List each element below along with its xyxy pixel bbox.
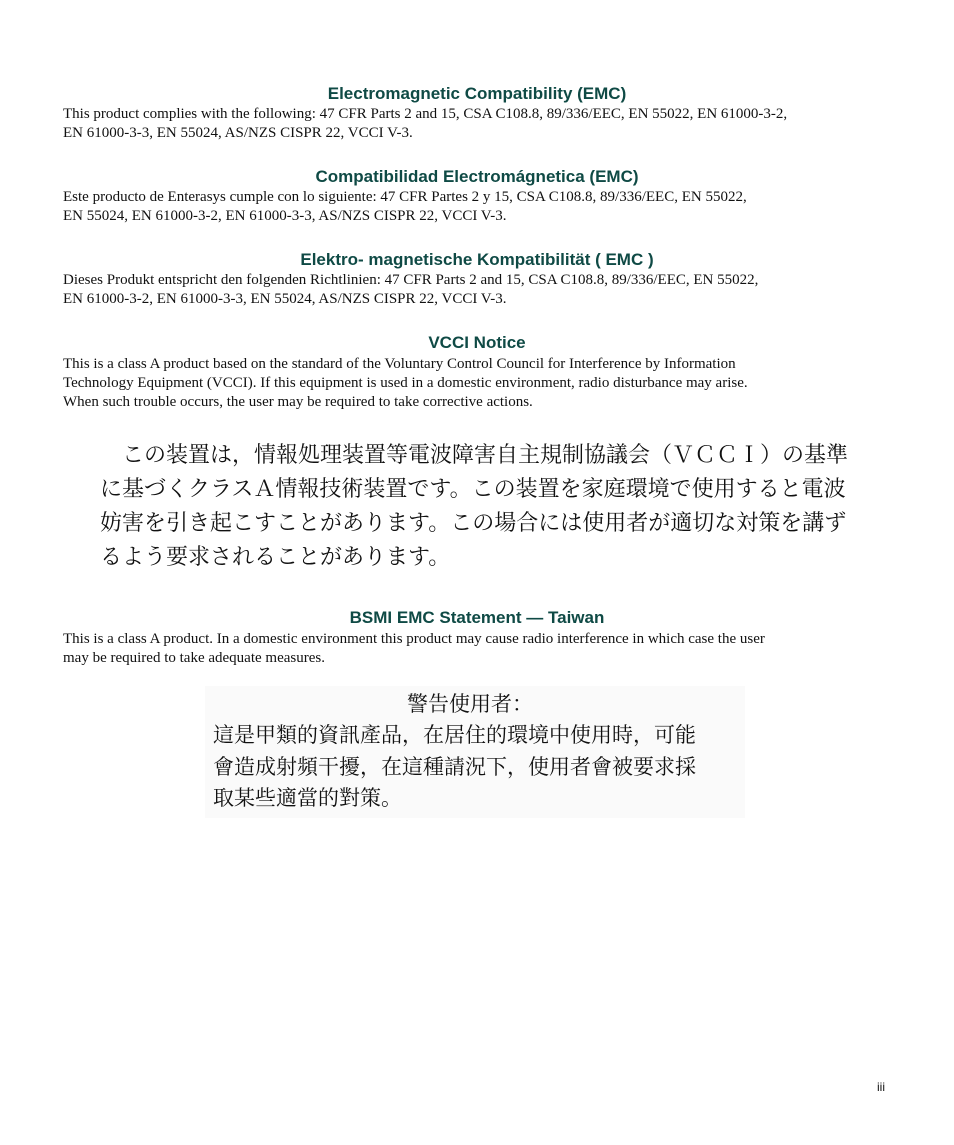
emc-heading: Electromagnetic Compatibility (EMC): [327, 84, 627, 103]
emc-german-line-1: Dieses Produkt entspricht den folgenden Richtlinien: 47 CFR Parts 2 and 15, CSA C108.8, 89/336/EEC, EN 55022,: [63, 272, 759, 288]
vcci-japanese-line-1: この装置は，情報処理装置等電波障害自主規制協議会（ＶＣＣＩ）の基準: [100, 443, 849, 468]
emc-german-paragraph: [63, 271, 903, 309]
bsmi-chinese-title: 警告使用者：: [407, 692, 533, 716]
emc-line-2: EN 61000-3-3, EN 55024, AS/NZS CISPR 22, VCCI V-3.: [63, 125, 413, 141]
bsmi-line-1: This is a class A product. In a domestic environment this product may cause radio interference in which case the user: [63, 631, 765, 647]
emc-german-line-2: EN 61000-3-2, EN 61000-3-3, EN 55024, AS/NZS CISPR 22, VCCI V-3.: [63, 291, 507, 307]
vcci-line-1: This is a class A product based on the standard of the Voluntary Control Council for Interference by Information: [63, 356, 736, 372]
emc-line-1: This product complies with the following: 47 CFR Parts 2 and 15, CSA C108.8, 89/336/EEC, EN 55022, EN 61000-3-2,: [63, 106, 788, 122]
vcci-japanese-statement: [100, 439, 870, 575]
emc-spanish-heading: Compatibilidad Electromágnetica (EMC): [315, 167, 639, 186]
bsmi-chinese-statement: [205, 686, 745, 818]
vcci-heading: VCCI Notice: [428, 333, 526, 352]
vcci-japanese-line-3: 妨害を引き起こすことがあります。この場合には使用者が適切な対策を講ず: [100, 511, 847, 536]
vcci-japanese-line-2: に基づくクラスＡ情報技術装置です。この装置を家庭環境で使用すると電波: [100, 477, 846, 502]
emc-spanish-line-2: EN 55024, EN 61000-3-2, EN 61000-3-3, AS/NZS CISPR 22, VCCI V-3.: [63, 208, 507, 224]
bsmi-paragraph: [63, 630, 903, 668]
emc-german-heading: Elektro- magnetische Kompatibilität ( EMC ): [300, 250, 654, 269]
bsmi-heading: BSMI EMC Statement — Taiwan: [349, 608, 605, 627]
bsmi-chinese-line-3: 取某些適當的對策。: [213, 786, 402, 810]
emc-paragraph: [63, 105, 903, 143]
vcci-japanese-line-4: るよう要求されることがあります。: [100, 545, 451, 570]
bsmi-line-2: may be required to take adequate measures.: [63, 650, 325, 666]
vcci-paragraph: [63, 355, 903, 412]
bsmi-chinese-line-1: 這是甲類的資訊產品，在居住的環境中使用時，可能: [213, 723, 696, 747]
emc-spanish-paragraph: [63, 188, 903, 226]
vcci-line-2: Technology Equipment (VCCI). If this equipment is used in a domestic environment, radio disturbance may arise.: [63, 375, 748, 391]
page-number: iii: [877, 1080, 885, 1094]
bsmi-chinese-line-2: 會造成射頻干擾，在這種請況下，使用者會被要求採: [213, 755, 696, 779]
emc-spanish-line-1: Este producto de Enterasys cumple con lo siguiente: 47 CFR Partes 2 y 15, CSA C108.8, 89/336/EEC, EN 55022,: [63, 189, 747, 205]
vcci-line-3: When such trouble occurs, the user may be required to take corrective actions.: [63, 394, 533, 410]
